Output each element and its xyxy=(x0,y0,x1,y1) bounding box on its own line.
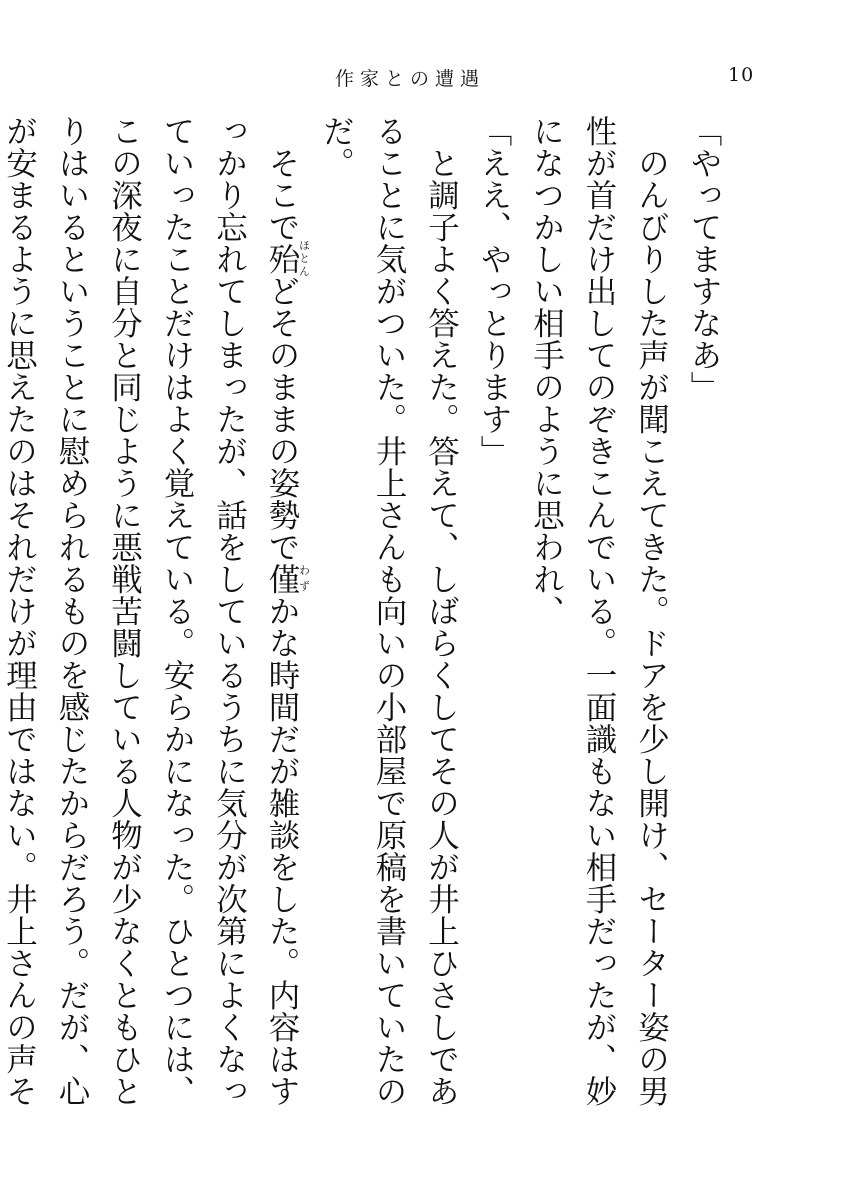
paragraph-1: 「やってますなあ」 xyxy=(686,115,722,403)
ruby-hoton-base: 殆 xyxy=(264,239,300,278)
running-title: 作家との遭遇 xyxy=(335,68,486,90)
paragraph-5-part-b: どそのままの姿勢で xyxy=(264,274,300,563)
ruby-wazu-base: 僅 xyxy=(264,562,300,595)
paragraph-5-part-a: そこで xyxy=(264,146,300,243)
ruby-hoton-reading: ほとん xyxy=(297,239,311,278)
paragraph-3: 「ええ、やっとります」 xyxy=(476,115,512,467)
paragraph-2: のんびりした声が聞こえてきた。ドアを少し開け、セーター姿の男性が首だけ出してのぞきこんでいる。一面識もない相手だったが、妙になつかしい相手のように思われ、 xyxy=(528,115,670,1107)
ruby-hoton xyxy=(264,239,311,278)
body-text xyxy=(1,115,730,1125)
paragraph-4: と調子よく答えた。答えて、しばらくしてその人が井上ひさしであることに気がついた。井上さんも向いの小部屋で原稿を書いていたのだ。 xyxy=(318,115,460,1107)
paragraph-5-part-c: かな時間だが雑談をした。内容はすっかり忘れてしまったが、話をしているうちに気分が次第によくなっていったことだけはよく覚えている。安らかになった。ひとつには、この深夜に自分と同じように悪戦苦闘している人物が少なくともひとりはいるということに慰められるものを感じたからだろう。だが、心が安まるように思えたのはそれだけが理由ではない。井上さんの声そ xyxy=(1,115,300,1107)
ruby-wazu-reading: わず xyxy=(297,562,311,595)
page-number: 10 xyxy=(728,64,755,86)
paragraph-5 xyxy=(0,115,310,1125)
ruby-wazu xyxy=(264,562,311,595)
